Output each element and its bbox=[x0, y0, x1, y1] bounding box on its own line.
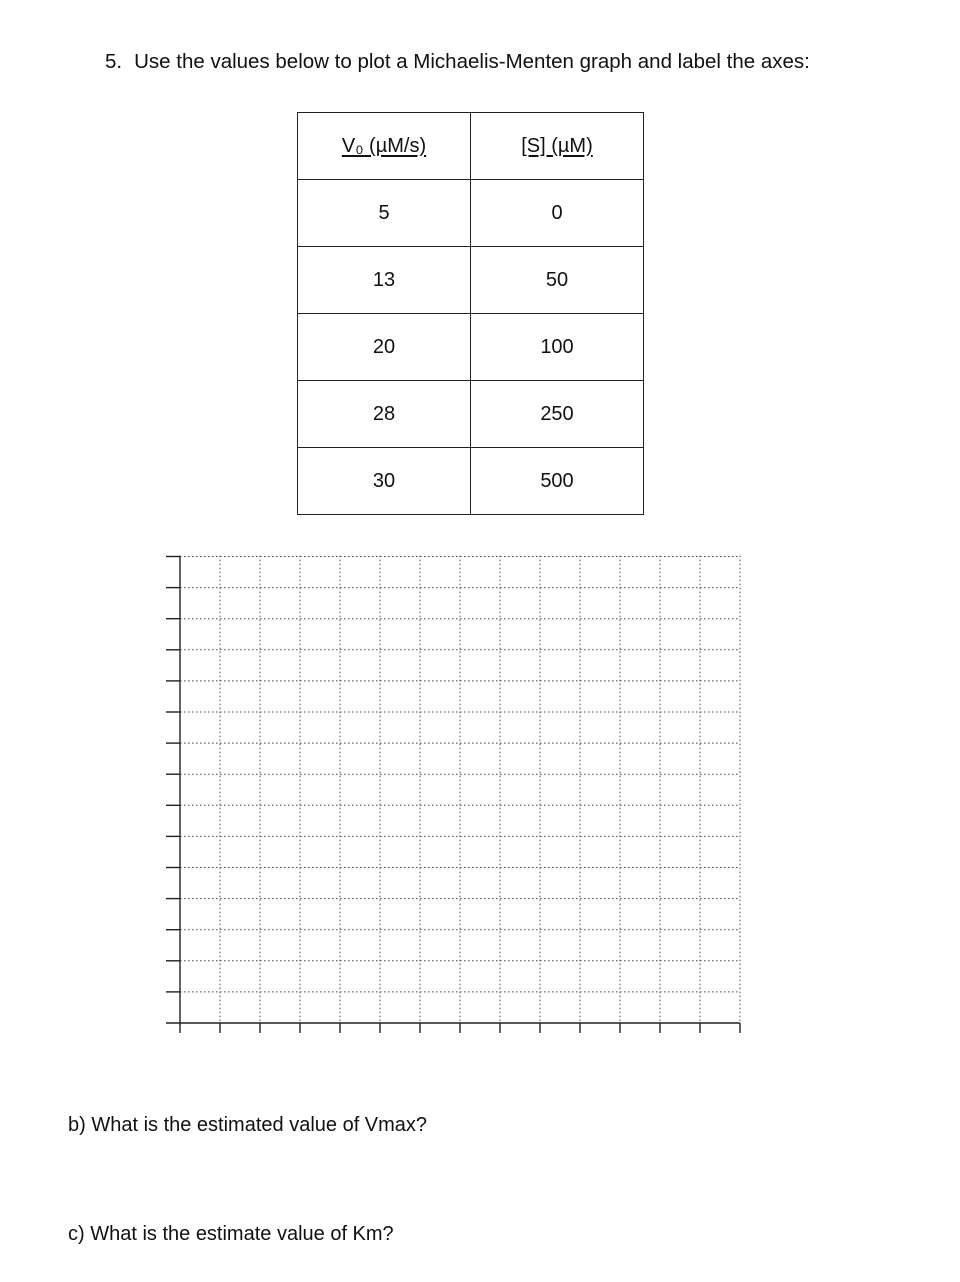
cell-velocity: 5 bbox=[298, 180, 471, 247]
cell-substrate: 500 bbox=[471, 448, 644, 515]
table-row bbox=[298, 180, 644, 247]
cell-substrate: 100 bbox=[471, 314, 644, 381]
table-row bbox=[298, 314, 644, 381]
data-table bbox=[297, 112, 644, 515]
table-row bbox=[298, 247, 644, 314]
cell-substrate: 250 bbox=[471, 381, 644, 448]
cell-velocity: 28 bbox=[298, 381, 471, 448]
header-velocity: V₀ (µM/s) bbox=[298, 113, 471, 180]
question-b: b) What is the estimated value of Vmax? bbox=[68, 1114, 428, 1136]
cell-substrate: 50 bbox=[471, 247, 644, 314]
cell-velocity: 30 bbox=[298, 448, 471, 515]
cell-substrate: 0 bbox=[471, 180, 644, 247]
header-substrate: [S] (µM) bbox=[471, 113, 644, 180]
question-text: Use the values below to plot a Michaelis-Menten graph and label the axes: bbox=[134, 50, 810, 73]
question-5 bbox=[105, 50, 810, 74]
table-row bbox=[298, 381, 644, 448]
cell-velocity: 13 bbox=[298, 247, 471, 314]
table-row bbox=[298, 448, 644, 515]
cell-velocity: 20 bbox=[298, 314, 471, 381]
question-number: 5. bbox=[105, 50, 123, 73]
graph-grid[interactable] bbox=[160, 540, 760, 1040]
question-c: c) What is the estimate value of Km? bbox=[68, 1223, 394, 1245]
table-header-row bbox=[298, 113, 644, 180]
